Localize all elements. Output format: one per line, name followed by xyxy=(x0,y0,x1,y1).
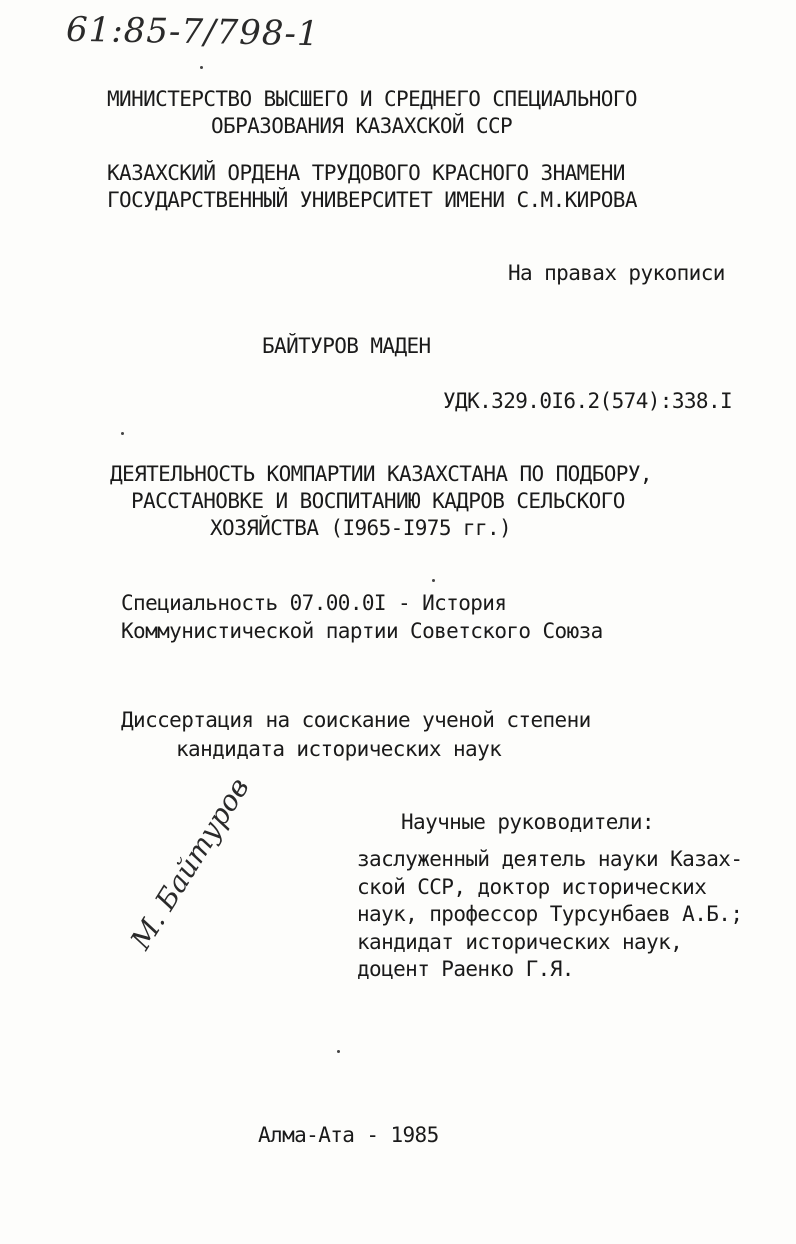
author-name: БАЙТУРОВ МАДЕН xyxy=(262,334,431,358)
supervisor-line-3: наук, профессор Турсунбаев А.Б.; xyxy=(357,902,743,926)
dissertation-line-1: Диссертация на соискание ученой степени xyxy=(121,708,591,732)
title-line-1: ДЕЯТЕЛЬНОСТЬ КОМПАРТИИ КАЗАХСТАНА ПО ПОДБОРУ, xyxy=(110,462,652,486)
supervisor-line-5: доцент Раенко Г.Я. xyxy=(357,957,574,981)
place-and-year: Алма-Ата - 1985 xyxy=(258,1123,439,1147)
specialty-line-1: Специальность 07.00.0I - История xyxy=(121,591,507,615)
university-line-1: КАЗАХСКИЙ ОРДЕНА ТРУДОВОГО КРАСНОГО ЗНАМЕНИ xyxy=(107,161,625,185)
dissertation-line-2: кандидата исторических наук xyxy=(176,737,502,761)
title-line-3: ХОЗЯЙСТВА (I965-I975 гг.) xyxy=(210,516,512,540)
ministry-line-1: МИНИСТЕРСТВО ВЫСШЕГО И СРЕДНЕГО СПЕЦИАЛЬНОГО xyxy=(107,87,637,111)
handwritten-signature: М. Байтуров xyxy=(124,771,256,956)
ministry-line-2: ОБРАЗОВАНИЯ КАЗАХСКОЙ ССР xyxy=(211,114,513,138)
title-line-2: РАССТАНОВКЕ И ВОСПИТАНИЮ КАДРОВ СЕЛЬСКОГО xyxy=(131,489,625,513)
supervisor-line-2: ской ССР, доктор исторических xyxy=(357,875,707,899)
udk-code: УДК.329.0I6.2(574):338.I xyxy=(443,389,733,413)
supervisor-line-1: заслуженный деятель науки Казах- xyxy=(357,847,743,871)
supervisor-line-4: кандидат исторических наук, xyxy=(357,930,683,954)
speck xyxy=(200,66,203,69)
speck xyxy=(337,1050,340,1053)
handwritten-archive-code: 61:85-7/798-1 xyxy=(65,9,320,55)
specialty-line-2: Коммунистической партии Советского Союза xyxy=(121,619,603,643)
university-line-2: ГОСУДАРСТВЕННЫЙ УНИВЕРСИТЕТ ИМЕНИ С.М.КИРОВА xyxy=(107,188,637,212)
manuscript-rights: На правах рукописи xyxy=(508,261,725,285)
speck xyxy=(432,579,435,582)
speck xyxy=(121,432,124,435)
supervisors-heading: Научные руководители: xyxy=(401,810,654,834)
